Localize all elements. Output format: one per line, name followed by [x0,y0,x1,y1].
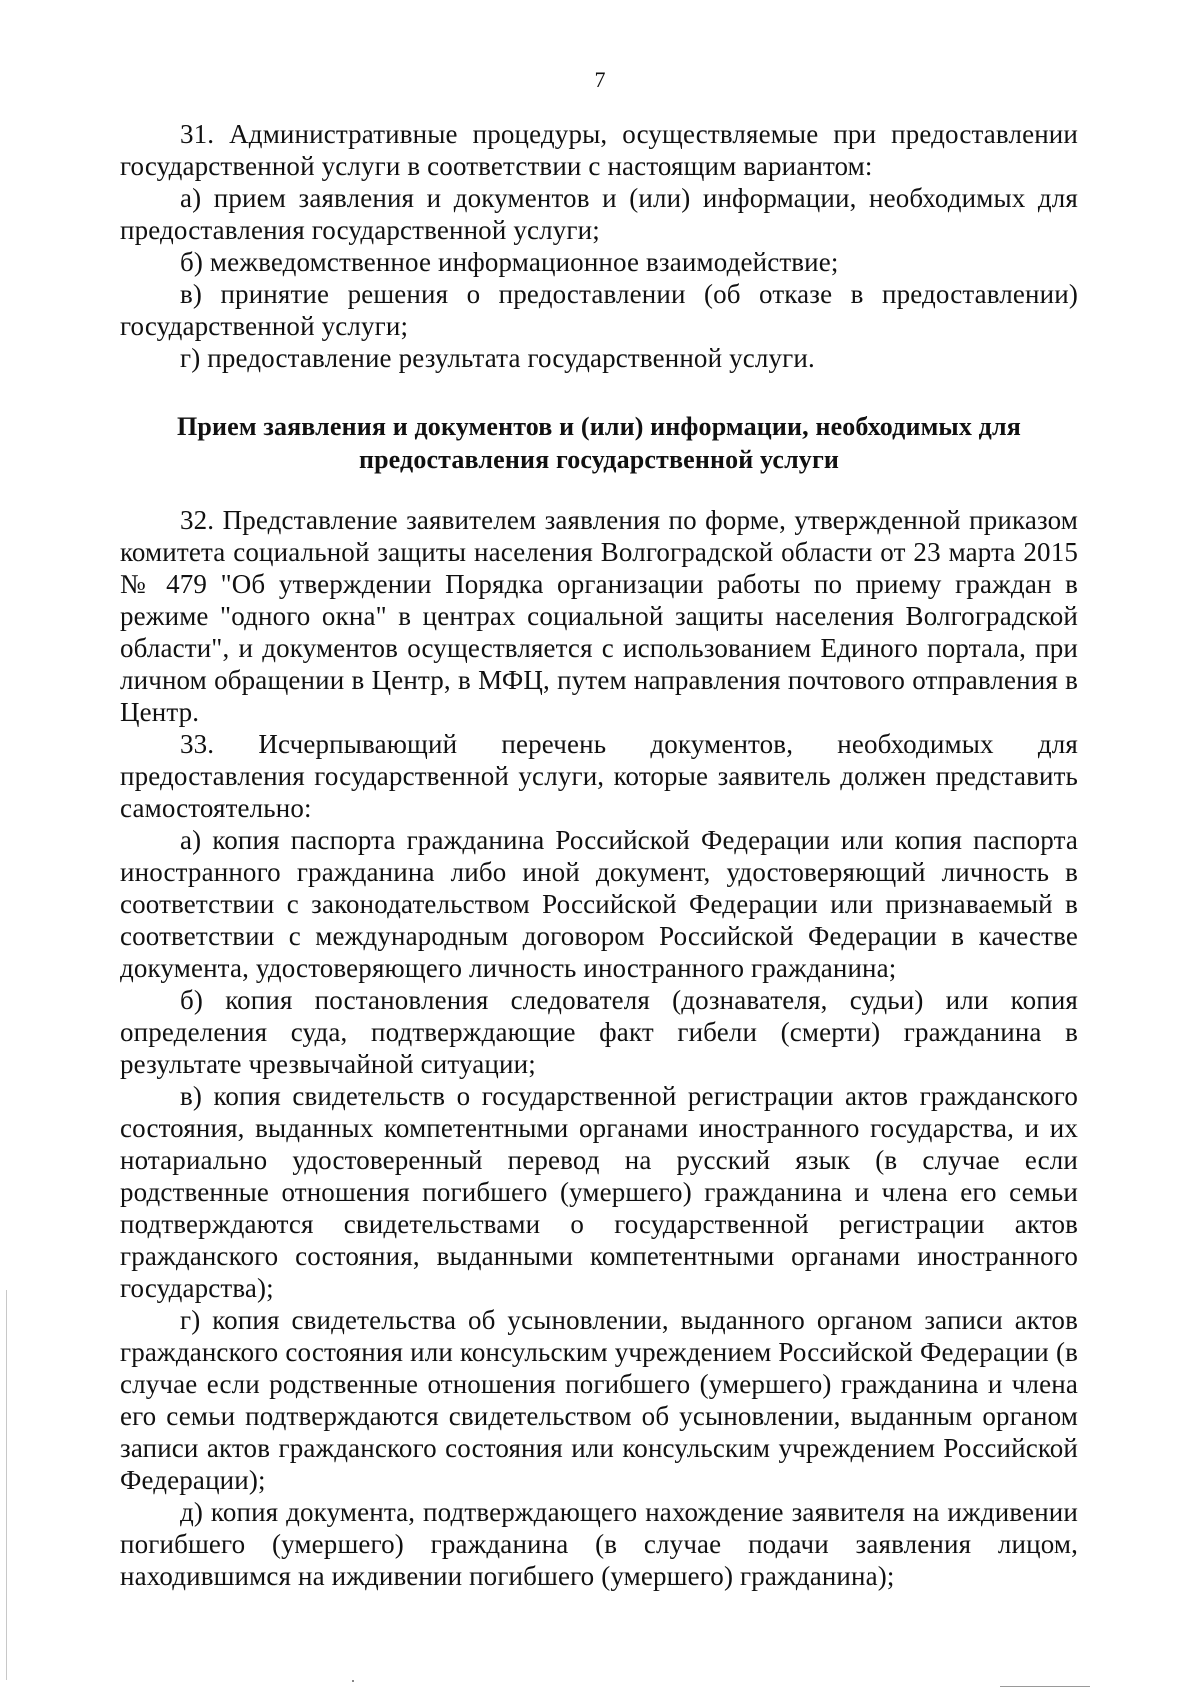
document-item-b: б) копия постановления следователя (дознавателя, судьи) или копия определения суда, подтверждающие факт гибели (смерти) гражданина в результате чрезвычайной ситуации; [120,985,1078,1079]
section-heading: Прием заявления и документов и (или) информации, необходимых для предоставления государственной услуги [177,412,1021,474]
document-item-d: д) копия документа, подтверждающего нахождение заявителя на иждивении погибшего (умершего) гражданина (в случае подачи заявления лицом, находившимся на иждивении погибшего (умершего) гражданина); [120,1497,1078,1591]
list-item-v: в) принятие решения о предоставлении (об отказе в предоставлении) государственной услуги; [120,279,1078,341]
document-item-a: а) копия паспорта гражданина Российской Федерации или копия паспорта иностранного гражданина либо иной документ, удостоверяющий личность в соответствии с законодательством Российской Федерации или признаваемый в соответствии с международным договором Российской Федерации в качестве документа, удостоверяющего личность иностранного гражданина; [120,825,1078,983]
document-item-g: г) копия свидетельства об усыновлении, выданного органом записи актов гражданского состояния или консульским учреждением Российской Федерации (в случае если родственные отношения погибшего (умершего) гражданина и члена его семьи подтверждаются свидетельством об усыновлении, выданным органом записи актов гражданского состояния или консульским учреждением Российской Федерации); [120,1305,1078,1495]
paragraph-31: 31. Административные процедуры, осуществляемые при предоставлении государственной услуги в соответствии с настоящим вариантом: [120,119,1078,181]
list-item-g: г) предоставление результата государственной услуги. [180,343,815,373]
scan-bottom-mark [1000,1686,1090,1687]
document-body [120,118,1078,1592]
page-number: 7 [594,67,606,92]
scan-dot-mark [352,1680,354,1682]
paragraph-32: 32. Представление заявителем заявления по форме, утвержденной приказом комитета социальной защиты населения Волгоградской области от 23 марта 2015 № 479 "Об утверждении Порядка организации работы по приему граждан в режиме "одного окна" в центрах социальной защиты населения Волгоградской области", и документов осуществляется с использованием Единого портала, при личном обращении в Центр, в МФЦ, путем направления почтового отправления в Центр. [120,505,1078,727]
document-item-v: в) копия свидетельств о государственной регистрации актов гражданского состояния, выданных компетентными органами иностранного государства, и их нотариально удостоверенный перевод на русский язык (в случае если родственные отношения погибшего (умершего) гражданина и члена его семьи подтверждаются свидетельствами о государственной регистрации актов гражданского состояния, выданными компетентными органами иностранного государства); [120,1081,1078,1303]
list-item-b: б) межведомственное информационное взаимодействие; [180,247,839,277]
list-item-a: а) прием заявления и документов и (или) информации, необходимых для предоставления государственной услуги; [120,183,1078,245]
paragraph-33: 33. Исчерпывающий перечень документов, необходимых для предоставления государственной услуги, которые заявитель должен представить самостоятельно: [120,729,1078,823]
scan-edge-mark [6,1290,7,1680]
